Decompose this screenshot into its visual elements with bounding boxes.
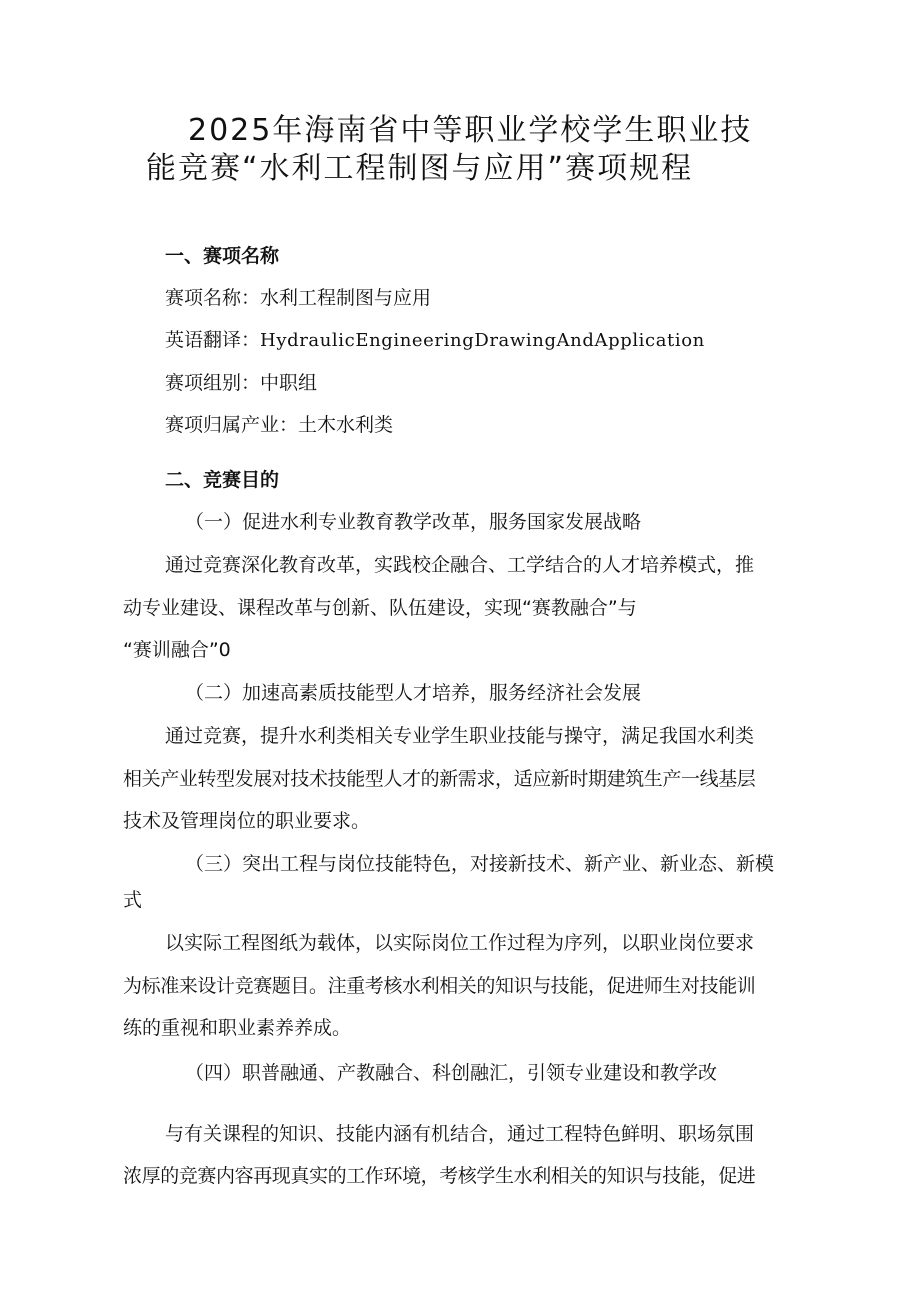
item-english-label: 英语翻译：: [165, 329, 261, 351]
section-2-heading: 二、竞赛目的: [165, 469, 280, 491]
item-group: [165, 371, 317, 395]
paragraph-2-line-2: 相关产业转型发展对技术技能型人才的新需求，适应新时期建筑生产一线基层: [123, 768, 756, 790]
doc-title-line-2: 能竞赛“水利工程制图与应用”赛项规程: [146, 151, 694, 186]
subsection-1-title: （一）促进水利专业教育教学改革，服务国家发展战略: [185, 511, 642, 533]
paragraph-3-line-1: 以实际工程图纸为载体，以实际岗位工作过程为序列，以职业岗位要求: [165, 932, 755, 954]
paragraph-1-line-2: 动专业建设、课程改革与创新、队伍建设，实现“赛教融合”与: [123, 597, 637, 619]
doc-title-line-1: 2025年海南省中等职业学校学生职业技: [188, 113, 753, 148]
paragraph-1-line-3: “赛训融合”0: [123, 639, 231, 661]
paragraph-2-line-1: 通过竞赛，提升水利类相关专业学生职业技能与操守，满足我国水利类: [165, 725, 755, 747]
subsection-2-title: （二）加速高素质技能型人才培养，服务经济社会发展: [185, 682, 642, 704]
item-group-value: 中职组: [260, 372, 318, 394]
paragraph-2-line-3: 技术及管理岗位的职业要求。: [123, 810, 371, 832]
paragraph-3-line-2: 为标准来设计竞赛题目。注重考核水利相关的知识与技能，促进师生对技能训: [123, 975, 756, 997]
subsection-3-title-line-2: 式: [123, 889, 143, 911]
item-name: [165, 286, 431, 310]
paragraph-3-line-3: 练的重视和职业素养养成。: [123, 1017, 352, 1039]
section-1-heading: 一、赛项名称: [165, 245, 280, 267]
item-industry-label: 赛项归属产业：: [165, 414, 299, 436]
paragraph-1-line-1: 通过竞赛深化教育改革，实践校企融合、工学结合的人才培养模式，推: [165, 554, 755, 576]
item-english: [165, 328, 705, 353]
item-group-label: 赛项组别：: [165, 372, 261, 394]
item-industry-value: 土木水利类: [298, 414, 394, 436]
item-industry: [165, 413, 393, 437]
item-name-label: 赛项名称：: [165, 287, 261, 309]
subsection-4-title: （四）职普融通、产教融合、科创融汇，引领专业建设和教学改: [185, 1062, 718, 1084]
paragraph-4-line-2: 浓厚的竞赛内容再现真实的工作环境，考核学生水利相关的知识与技能，促进: [123, 1165, 756, 1187]
subsection-3-title-line-1: （三）突出工程与岗位技能特色，对接新技术、新产业、新业态、新模: [185, 853, 775, 875]
item-name-value: 水利工程制图与应用: [260, 287, 432, 309]
paragraph-4-line-1: 与有关课程的知识、技能内涵有机结合，通过工程特色鲜明、职场氛围: [165, 1123, 755, 1145]
item-english-value: HydraulicEngineeringDrawingAndApplication: [260, 330, 705, 351]
